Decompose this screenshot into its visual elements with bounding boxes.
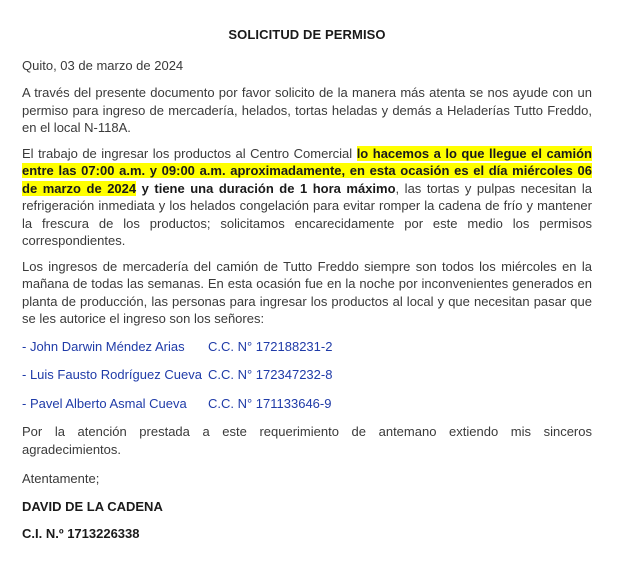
highlighted-schedule: lo hacemos a lo que llegue el camión entre las 07:00 a.m. y 09:00 a.m. aproximadamente, en esta ocasión es el día miércoles 06 de marzo de 2024 (22, 145, 592, 196)
person-name: - Luis Fausto Rodríguez Cueva (22, 367, 202, 382)
paragraph-thanks: Por la atención prestada a este requerimiento de antemano extiendo mis sinceros agradecimientos. (22, 424, 592, 457)
person-id: C.C. N° 171133646-9 (208, 395, 332, 411)
schedule-intro: El trabajo de ingresar los productos al Centro Comercial (22, 145, 357, 161)
paragraph-schedule (22, 145, 592, 250)
signer-name: DAVID DE LA CADENA (22, 498, 163, 514)
schedule-details: , las tortas y pulpas necesitan la refrigeración inmediata y los helados congelación para evitar romper la cadena de frío y mantener la frescura de los productos; solicitamos encarecidamente por este medio los permisos correspondientes. (22, 180, 592, 248)
paragraph-request: A través del presente documento por favor solicito de la manera más atenta se nos ayude con un permiso para ingreso de mercadería, helados, tortas heladas y demás a Heladerías Tutto Freddo, en el local N-118A. (22, 85, 592, 135)
list-item (22, 366, 592, 384)
duration-text: y tiene una duración de 1 hora máximo (136, 180, 396, 196)
signer-id: C.I. N.º 1713226338 (22, 526, 140, 541)
closing: Atentamente; (22, 471, 100, 486)
authorized-people-list (22, 338, 592, 413)
paragraph-deliveries: Los ingresos de mercadería del camión de Tutto Freddo siempre son todos los miércoles en la mañana de todas las semanas. En esta ocasión fue en la noche por inconvenientes generados en planta de producción, las personas para ingresar los productos al local y que necesitan pasar que se les autorice el ingreso son los señores: (22, 258, 592, 326)
person-name: - John Darwin Méndez Arias (22, 338, 185, 354)
list-item (22, 395, 592, 413)
person-id: C.C. N° 172188231-2 (208, 338, 333, 354)
list-item (22, 338, 592, 356)
person-name: - Pavel Alberto Asmal Cueva (22, 395, 187, 411)
date-line: Quito, 03 de marzo de 2024 (22, 57, 184, 73)
person-id: C.C. N° 172347232-8 (208, 367, 333, 382)
document-title: SOLICITUD DE PERMISO (228, 27, 386, 42)
